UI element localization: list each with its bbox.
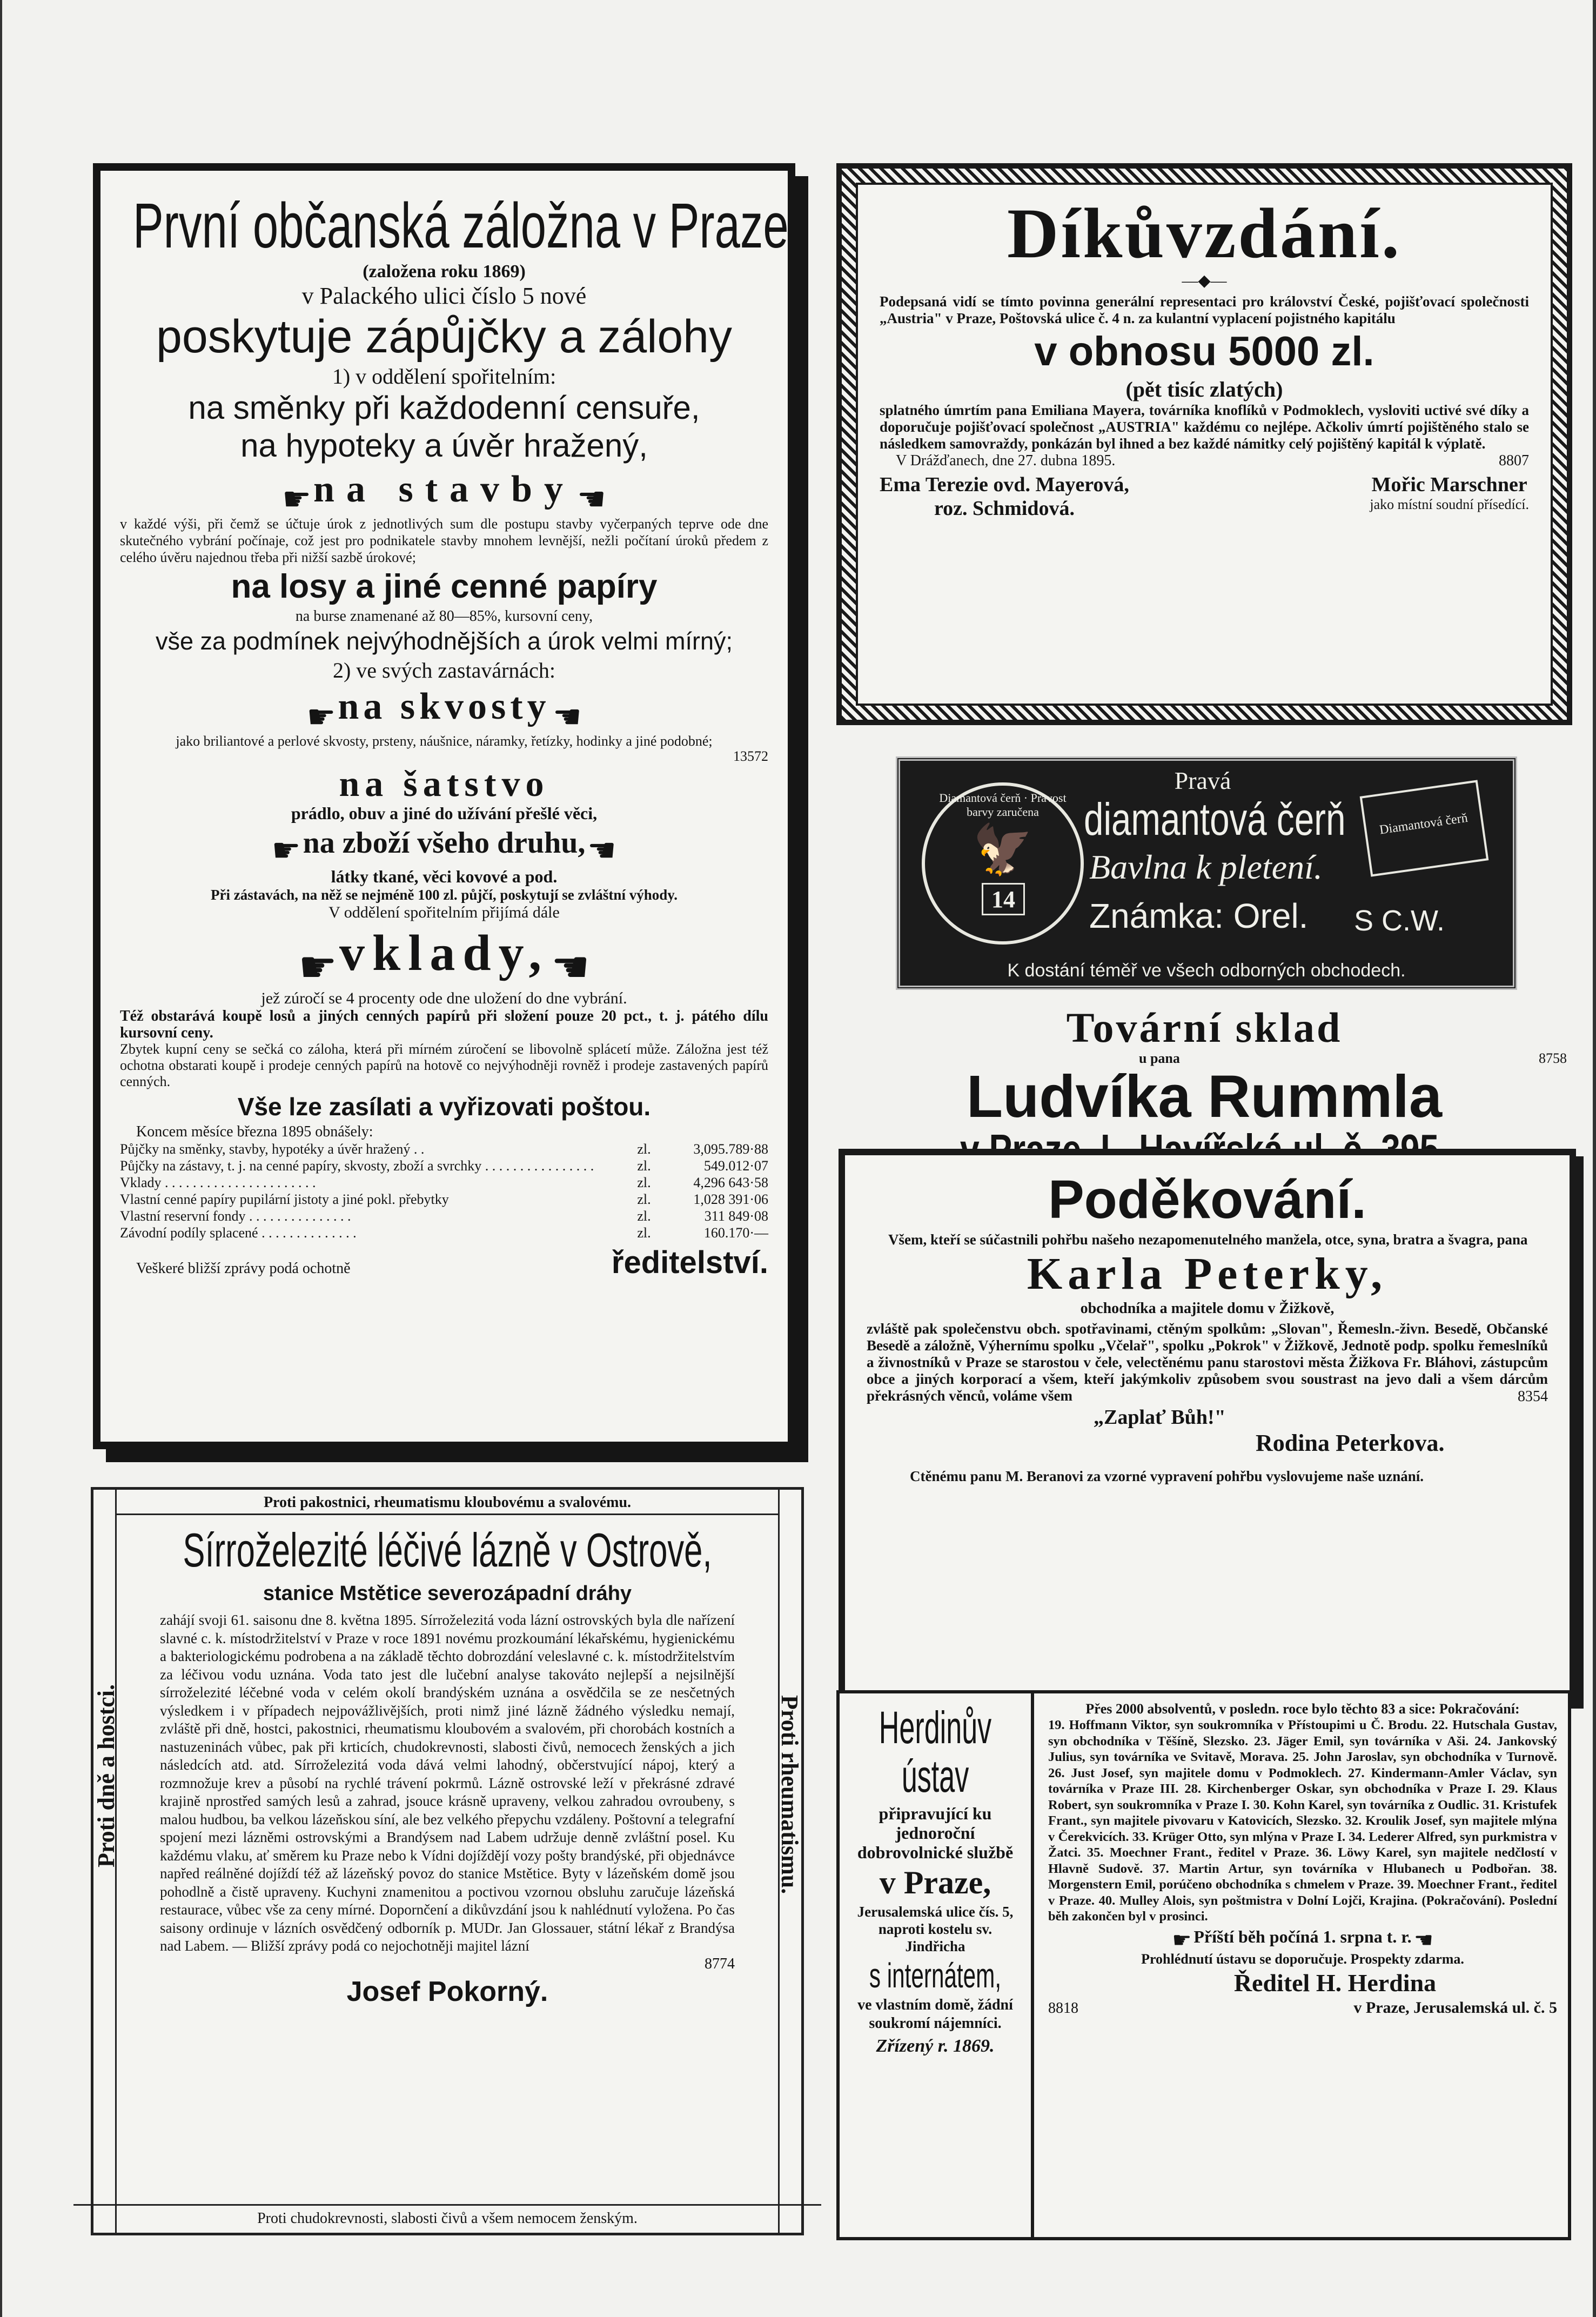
ad7-right-addr: v Praze, Jerusalemská ul. č. 5 (1353, 1998, 1557, 2017)
ad1-title: První občanská záložna v Praze (133, 190, 789, 262)
ad1-section1: 1) v oddělení spořitelním: (332, 364, 556, 389)
right-page-edge (1593, 0, 1596, 2317)
ad1-zbozi: na zboží všeho druhu, (303, 826, 586, 860)
ad1-skvosty-num: 13572 (733, 748, 768, 764)
ad1-headline: poskytuje zápůjčky a zálohy (156, 311, 732, 363)
ad1-section2: 2) ve svých zastavárnách: (332, 658, 556, 683)
ad2-side-right: Proti rheumatismu. (776, 1695, 803, 1894)
stats-row: Půjčky na zástavy, t. j. na cenné papíry, skvosty, zboží a svrchky . . . . . . . . . . . . . . . . zl. 549.012·07 (120, 1158, 768, 1174)
ad4-brand: S C.W. (1354, 905, 1445, 937)
pointing-hand-icon: ☛ (271, 832, 301, 868)
ad2-signature: Josef Pokorný. (346, 1976, 548, 2007)
ad1-vklady-text: jež zúročí se 4 procenty ode dne uložení do dne vybrání. (261, 989, 627, 1008)
ad-herdinuv-ustav (836, 1690, 1571, 2240)
ad7-left-title1: Herdinův (879, 1702, 992, 1753)
ad2-num: 8774 (705, 1955, 735, 1972)
ad2-body: zahájí svoji 61. saisonu dne 8. května 1895. Sírroželezitá voda lázní ostrovských byla dle nařízení slavné c. k. místodržitelství v Praze v roce 1891 novému prozkoumání lékařskému, hygienickému a bakteriologickému podrobena a na základě těchto dobrozdání veleslavné c. k. místodržitelstvím za léčivou vodu uznána. Voda tato jest dle lučební analyse takováto nejlepší a nejsilnější sírroželezité léčebné voda v celém okolí brandýském uznána a osvědčila se ze nesčetných výsledkem i v případech nejpovážlivějších, proti nimž jiné lázně žádného výsledku nemají, zvláště při dně, hostci, pakostnici, rheumatismu kloubovém a svalovém, při chorobách kostních a nastuzeninách vůbec, pak při krticích, chudokrevnosti, slabosti čivů, nemocech ženských a jich následcích atd. atd. Sírroželezitá voda dává velmi lahodný, občerstvující nápoj, který a rozmnožuje krev a působí na rychlé trávení pokrmů. Lázně ostrovské leží v překrásné zdravé krajině nprostřed samých lesů a zahrad, jsouce krásně upraveny, velkou zahradou ovroubeny, s malou hudbou, ba velkou lázeňskou síní, ale bez velkého přepychu vzdáleny. Poštovní a telegrafní spojení mezi lázněmi ostrovskými a Brandýsem nad Labem udržuje denně zvláštní posel. Ku každému vlaku, ať směrem ku Praze nebo k Vídni dojíždějí vozy pošty brandýské, při objednávce napřed reálněné dojíždí též až lázeňský povoz do stanice Mstětice. Byty v lázeňském domě jsou pohodlně a čistě upraveny. Kuchyni znamenitou a poctivou vzornou obsluhu zaručuje lázeňská restaurace, vůbec vše za ceny mírné. Dopornčení a dikůvzdání jsou k nahlédnutí vyložena. Po čas saisony ordinuje v lázních osvědčený odborník p. MUDr. Jan Glossauer, státní lékař z Brandýsa nad Labem. — Bližší zprávy podá co nejochotněji majitel lázní (160, 1612, 735, 1954)
stats-row: Závodní podíly splacené . . . . . . . . . . . . . . zl. 160.170·— (120, 1225, 768, 1241)
ad6-num: 8354 (1518, 1388, 1548, 1405)
ad1-zpravy: Veškeré bližší zprávy podá ochotně (136, 1260, 351, 1277)
ad3-amount-words: (pět tisíc zlatých) (1125, 377, 1283, 401)
ad5-u-pana: u pana (1139, 1050, 1180, 1066)
ad1-satstvo-text: prádlo, obuv a jiné do užívání přešlé věci, (291, 803, 598, 823)
ad7-left-sub: připravující ku jednoroční dobrovolnické službě (857, 1804, 1014, 1862)
ad7-left-title2: ústav (901, 1751, 969, 1802)
ad2-station: stanice Mstětice severozápadní dráhy (263, 1582, 632, 1605)
ad-dikuvzdani (836, 163, 1572, 725)
ad7-right-num: 8818 (1048, 1999, 1078, 2017)
pointing-hand-icon: ☛ (576, 481, 606, 518)
ad1-founded: (založena roku 1869) (363, 262, 526, 282)
pointing-hand-icon: ☛ (298, 944, 337, 992)
stats-row: Půjčky na směnky, stavby, hypotéky a úvěr hražený . . zl. 3,095.789·88 (120, 1141, 768, 1157)
ad7-right-prospekty: Prohlédnutí ústavu se doporučuje. Prospekty zdarma. (1141, 1951, 1464, 1967)
ad1-podminky: vše za podmínek nejvýhodnějších a úrok velmi mírný; (156, 627, 733, 655)
eagle-seal (922, 782, 1084, 945)
ad1-zasilati: Vše lze zasílati a vyřizovati poštou. (237, 1093, 651, 1121)
ad-tovarni-sklad (836, 1005, 1572, 1162)
ad-ostrov-spa (91, 1487, 804, 2235)
ad1-prijima: V oddělení spořitelním přijímá dále (328, 903, 560, 921)
pointing-hand-icon: ☛ (306, 699, 336, 735)
ad7-left-city: v Praze, (879, 1865, 991, 1900)
ad4-footer: K dostání téměř ve všech odborných obchodech. (1007, 960, 1406, 981)
seal-number: 14 (982, 883, 1025, 915)
ad-podekovani (839, 1149, 1576, 1701)
ad3-num: 8807 (1499, 452, 1529, 469)
ad1-satstvo: na šatstvo (339, 762, 549, 804)
ad7-left-addr: Jerusalemská ulice čís. 5, naproti kostelu sv. Jindřicha (857, 1904, 1014, 1954)
ad4-title: diamantová čerň (1084, 794, 1346, 845)
ad6-body: zvláště pak společenstvu obch. spotřavinami, ctěným spolkům: „Slovan", Řemesln.-živn. Besedě, Občanské Besedě a záložně, Výhernímu spolku „Včelař", spolku „Pokrok" v Žižkově, Jednotě podp. spolku řemeslníků a živnostníků v Praze se starostou v čele, velectěnému panu starostovi města Žižkova Fr. Bláhovi, zástupcům obce a jiných korporací a všem, kteří jakýmkoliv způsobem svou soustrast na jevo dali a všem dárcům překrásných věnců, voláme všem (867, 1321, 1548, 1404)
ad6-intro: Všem, kteří se súčastnili pohřbu našeho nezapomenutelného manžela, otce, syna, bratra a švagra, pana (888, 1231, 1528, 1248)
ad-prvni-obcanska-zalozna (93, 163, 795, 1449)
ad7-left-desc: ve vlastním domě, žádní soukromí nájemníci. (857, 1997, 1013, 2032)
ad1-vklady: vklady, (339, 925, 549, 981)
ad2-title: Sírroželezité léčivé lázně v Ostrově, (183, 1523, 712, 1577)
ad6-title: Poděkování. (1048, 1169, 1367, 1230)
ad5-name: Ludvíka Rummla (966, 1063, 1443, 1130)
ad1-koncem: Koncem měsíce března 1895 obnášely: (136, 1123, 373, 1141)
ad3-title: Díkůvzdání. (1007, 193, 1401, 273)
ad1-obstarava: Též obstarává koupě losů a jiných cenných papírů při složení pouze 20 pct., t. j. pátého dílu kursovní ceny. (120, 1008, 768, 1042)
ad6-zaplat: „Zaplať Bůh!" (1094, 1406, 1226, 1429)
ad1-losy-text: na burse znamenané až 80—85%, kursovní ceny, (295, 608, 593, 625)
ad4-prava: Pravá (1174, 767, 1231, 794)
ad3-sig2-name: Mořic Marschner (1371, 473, 1527, 496)
pointing-hand-icon: ☛ (587, 832, 617, 868)
stats-row: Vlastní cenné papíry pupilární jistoty a jiné pokl. přebytky zl. 1,028 391·06 (120, 1191, 768, 1208)
ad7-left-internat: s internátem, (869, 1956, 1002, 1995)
eagle-icon: 🦅 (972, 823, 1034, 877)
ad1-losy: na losy a jiné cenné papíry (231, 568, 658, 606)
ad3-sig1-sub: roz. Schmidová. (934, 497, 1075, 520)
ornament-divider-icon: —◆— (1182, 272, 1227, 290)
pointing-hand-icon: ☛ (552, 699, 582, 735)
ad2-top-line: Proti pakostnici, rheumatismu kloubovému a svalovému. (117, 1490, 778, 1515)
left-binding-edge (0, 0, 2, 2317)
seal-ring-text: Diamantová čerň · Pravost barvy zaručena (939, 791, 1067, 819)
ad-diamantova-cern (896, 756, 1517, 990)
ad1-stavby-text: v každé výši, při čemž se účtuje úrok z jednotlivých sum dle postupu stavby vyčerpaných teprve ode dne skutečného vybrání počínaje, což jest pro podnikatele stavby mnohem levnější, nežli počítaní úroků předem z celého úvěru najednou třeba při nižší sazbě úrokové; (120, 516, 768, 566)
ad7-left-founded: Zřízený r. 1869. (876, 2036, 995, 2056)
ad1-zastavach: Při zástavách, na něž se nejméně 100 zl. půjčí, poskytují se zvláštní výhody. (211, 886, 678, 903)
ad1-address: v Palackého ulici číslo 5 nové (301, 283, 587, 309)
pointing-hand-icon: ☛ (1172, 1927, 1192, 1952)
ad4-znamka: Známka: Orel. (1089, 896, 1309, 935)
ad1-hypoteky: na hypoteky a úvěr hražený, (240, 427, 648, 464)
ad1-skvosty: na skvosty (338, 686, 551, 728)
ad4-sub: Bavlna k pletení. (1089, 848, 1323, 886)
pointing-hand-icon: ☛ (1413, 1927, 1433, 1952)
ad7-right-director: Ředitel H. Herdina (1233, 1968, 1437, 1997)
ad3-place-date: V Drážďanech, dne 27. dubna 1895. (896, 452, 1116, 469)
ad3-intro: Podepsaná vidí se tímto povinna generální representaci pro království České, pojišťovací společnosti „Austria" v Praze, Poštovská ulice č. 4 n. za kulantní vyplacení pojistného kapitálu (880, 293, 1529, 326)
ad1-stavby: na stavby (313, 468, 575, 510)
ad1-zbozi-text: látky tkané, věci kovové a pod. (331, 866, 558, 886)
ad2-side-left: Proti dně a hostci. (93, 1684, 119, 1867)
stats-row: Vklady . . . . . . . . . . . . . . . . . . . . . . zl. 4,296 643·58 (120, 1175, 768, 1191)
ad7-right-body: 19. Hoffmann Viktor, syn soukromníka v Přístoupimi u Č. Brodu. 22. Hutschala Gustav, syn obchodníka v Těšíně, Slezsko. 23. Jäger Emil, syn továrníka v Aši. 24. Jankovský Julius, syn továrníka ve Svitavě, Morava. 25. John Jaroslav, syn obchodníka v Turnově. 26. Just Josef, syn majitele domu v Podmoklech. 27. Kindermann-Amler Václav, syn továrníka v Praze III. 28. Kirchenberger Oskar, syn obchodníka v Praze I. 29. Klaus Robert, syn soukromníka v Praze I. 30. Kohn Karel, syn továrníka z Oudlic. 31. Kristufek Frant., syn majitele pivovaru v Katovicích, Slezsko. 32. Kroulik Josef, syn majitele mlýna v Čerekvicích. 33. Krüger Otto, syn mlýna v Praze I. 34. Lederer Alfred, syn purkmistra v Žatci. 35. Moechner Frant., ředitel v Praze. 36. Löwy Karel, syn majitele nedčlostí v Hlavně Sudově. 37. Martin Artur, syn továrníka v Hlubanech u Podbořan. 38. Morgenstern Emil, porúčeno obchodníka s chmelem v Praze. 39. Moechner Frant., ředitel v Praze. 40. Mulley Alois, syn poštmistra v Dolní Lojči, Krajina. (Pokračování). Poslední běh zakončen byl v prosinci. (1048, 1718, 1557, 1924)
ad1-skvosty-text: jako briliantové a perlové skvosty, prsteny, náušnice, náramky, řetízky, hodinky a jiné podobné; (176, 733, 713, 749)
ad3-sig2-sub: jako místní soudní přísedící. (1370, 497, 1529, 512)
ad6-footer: Ctěnému panu M. Beranovi za vzorné vypravení pohřbu vyslovujeme naše uznání. (910, 1468, 1424, 1484)
pointing-hand-icon: ☛ (551, 944, 590, 992)
ad3-sig1-name: Ema Terezie ovd. Mayerová, (880, 473, 1129, 496)
ad1-obstarava-tail: Zbytek kupní ceny se sečká co záloha, která při mírném zúročení se libovolně splácetí může. Záložna jest též ochotna obstarati koupě i prodeje cenných papírů na hotově co nejvýhodněji rovněž i prodeje zastavených papírů cenných. (120, 1041, 768, 1090)
ad1-reditelstvi: ředitelství. (611, 1245, 768, 1281)
ad3-amount: v obnosu 5000 zl. (1034, 329, 1374, 374)
ad4-badge: Diamantová čerň (1360, 780, 1489, 876)
ad5-title: Tovární sklad (1066, 1004, 1343, 1051)
ad2-bottom-line: Proti chudokrevnosti, slabosti čivů a všem nemocem ženským. (73, 2204, 821, 2233)
ad6-name: Karla Peterky, (1027, 1249, 1388, 1299)
ad7-right-next: Příští běh počíná 1. srpna t. r. (1193, 1926, 1412, 1946)
stats-row: Vlastní reservní fondy . . . . . . . . . . . . . . . zl. 311 849·08 (120, 1208, 768, 1224)
ad1-smenky: na směnky při každodenní censuře, (188, 390, 700, 426)
ad3-text: splatného úmrtím pana Emiliana Mayera, továrníka knoflíků v Podmoklech, vysloviti uctivé své díky a doporučuje pojišťovací společnost „AUSTRIA" každému co nejlépe. Ačkoliv úmrtí pojištěného stalo se následkem samovraždy, ponkázán byl ihned a bez každé námitky celý pojištěný kapitál k výplatě. (880, 402, 1529, 452)
ad7-right-intro: Přes 2000 absolventů, v posledn. roce bylo těchto 83 a sice: Pokračování: (1085, 1701, 1520, 1717)
ad6-family: Rodina Peterkova. (1256, 1430, 1445, 1456)
ad6-occupation: obchodníka a majitele domu v Žižkově, (1080, 1300, 1335, 1317)
ad5-num: 8758 (1539, 1050, 1567, 1066)
pointing-hand-icon: ☛ (282, 481, 312, 518)
ad1-stats-table (120, 1141, 768, 1241)
